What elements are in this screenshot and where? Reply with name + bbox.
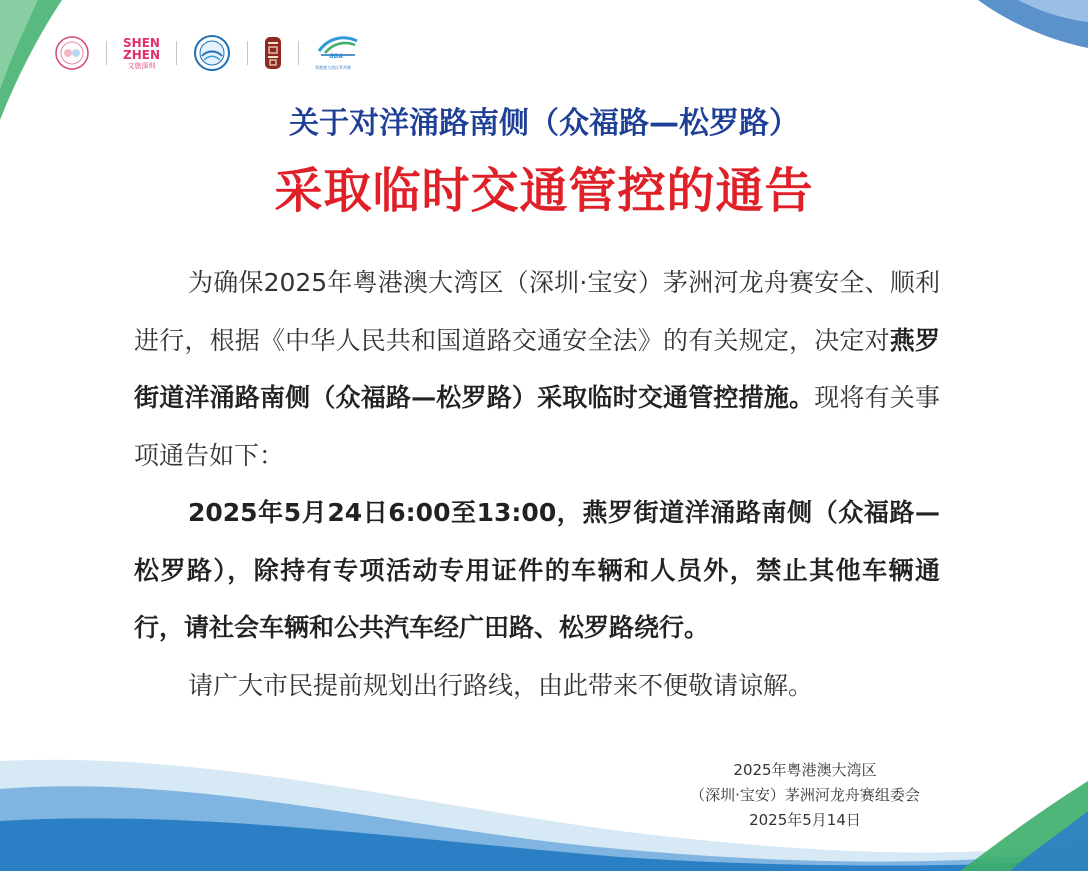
shenzhen-logo: [123, 37, 160, 70]
control-details-text: 2025年5月24日6:00至13:00，燕罗街道洋涌路南侧（众福路—松罗路），除持有专项活动专用证件的车辆和人员外，禁止其他车辆通行，请社会车辆和公共汽车经广田路、松罗路绕行。: [134, 498, 940, 642]
issuer-signature: [660, 758, 950, 833]
issue-date: 2025年5月14日: [749, 811, 861, 829]
logo-divider: [247, 41, 248, 65]
paragraph-control-details: [134, 484, 940, 657]
shenzhen-logo-line2: ZHEN: [123, 47, 160, 62]
issuer-line-2: （深圳·宝安）茅洲河龙舟赛组委会: [690, 786, 920, 804]
notice-body: [134, 254, 940, 714]
paragraph-intro: [134, 254, 940, 484]
logo-divider: [176, 41, 177, 65]
closing-text: 请广大市民提前规划出行路线，由此带来不便敬请谅解。: [188, 670, 814, 700]
issuer-line-1: 2025年粤港澳大湾区: [733, 761, 877, 779]
intro-text: 为确保2025年粤港澳大湾区（深圳·宝安）茅洲河龙舟赛安全、顺利进行，根据《中华人民共和国道路交通安全法》的有关规定，决定对: [134, 268, 940, 355]
notice-title: 采取临时交通管控的通告: [274, 163, 814, 219]
gba-logo-subtext: 粤港澳大湾区系列赛: [314, 65, 351, 70]
intro-text-end: 现将有关事项通告如下：: [134, 383, 940, 470]
logo-divider: [106, 41, 107, 65]
gba-logo-text: GBA: [328, 53, 344, 60]
seal-stamp-logo: [264, 36, 282, 70]
corner-wave-top-right: [948, 0, 1088, 60]
logo-divider: [298, 41, 299, 65]
gba-logo: [315, 33, 361, 73]
intro-bold-text: 燕罗街道洋涌路南侧（众福路—松罗路）采取临时交通管控措施。: [134, 325, 940, 412]
circle-emblem-logo: [54, 35, 90, 71]
sponsor-logo-bar: [54, 28, 361, 78]
shenzhen-logo-line3: 文旅深圳: [127, 61, 156, 70]
shenzhen-logo-line1: SHEN: [123, 35, 160, 50]
paragraph-closing: [134, 657, 940, 715]
notice-subtitle: 关于对洋涌路南侧（众福路—松罗路）: [289, 106, 799, 141]
baoan-round-logo: [193, 34, 231, 72]
